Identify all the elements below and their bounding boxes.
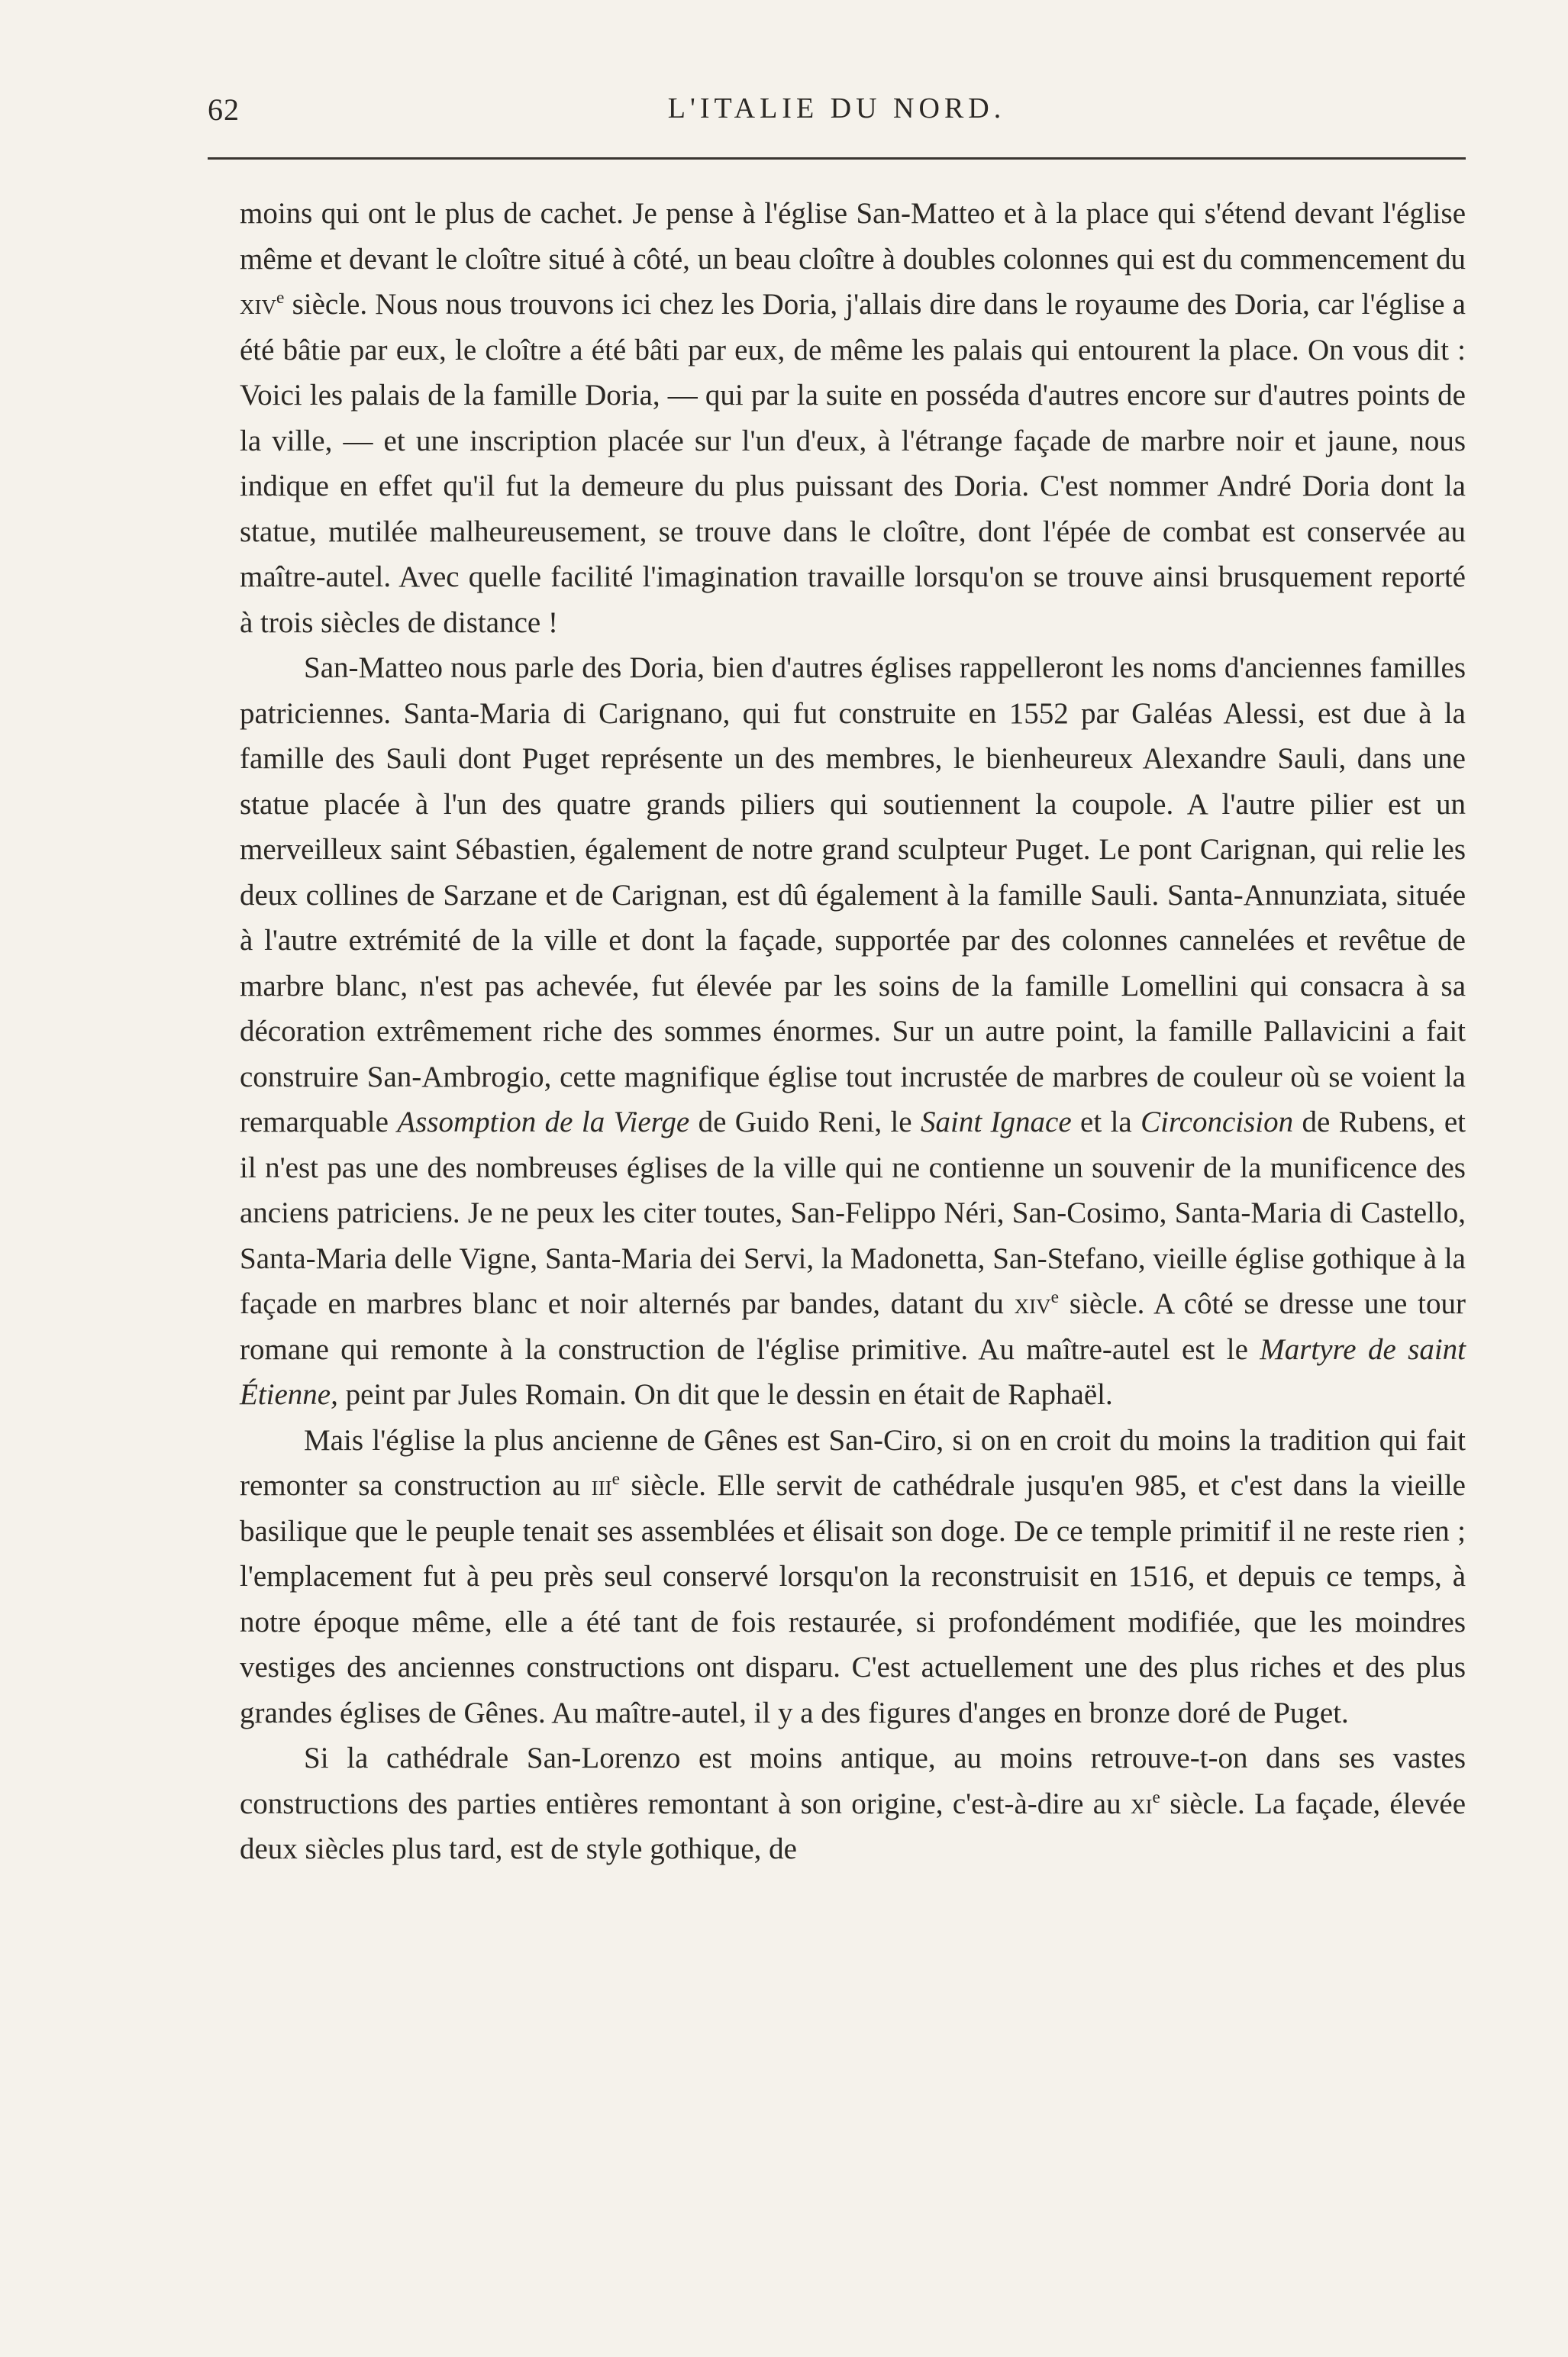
text-run: moins qui ont le plus de cachet. Je pense à l'église San-Matteo et à la place qui s'étend devant l'église même et devant le cloître situé à côté, un beau cloître à doubles colonnes qui est du commencement du xyxy=(240,197,1466,276)
paragraph xyxy=(240,1418,1466,1736)
text-run: de Rubens, et il n'est pas une des nombreuses églises de la ville qui ne contienne un souvenir de la munificence des anciens patriciens. Je ne peux les citer toutes, San-Felippo Néri, San-Cosimo, Santa-Maria di Castello, Santa-Maria delle Vigne, Santa-Maria dei Servi, la Madonetta, San-Stefano, vieille église gothique à la façade en marbres blanc et noir alternés par bandes, datant du xyxy=(240,1106,1466,1320)
paragraph xyxy=(240,191,1466,645)
italic-title: Assomption de la Vierge xyxy=(397,1106,690,1138)
superscript: e xyxy=(276,288,285,308)
text-run: xi xyxy=(1130,1787,1153,1820)
body-text xyxy=(240,191,1466,1872)
text-run: siècle. Nous nous trouvons ici chez les Doria, j'allais dire dans le royaume des Doria, car l'église a été bâtie par eux, le cloître a été bâti par eux, de même les palais qui entourent la place. On vous dit : Voici les palais de la famille Doria, — qui par la suite en posséda d'autres encore sur d'autres points de la ville, — et une inscription placée sur l'un d'eux, à l'étrange façade de marbre noir et jaune, nous indique en effet qu'il fut la demeure du plus puissant des Doria. C'est nommer André Doria dont la statue, mutilée malheureusement, se trouve dans le cloître, dont l'épée de combat est conservée au maître-autel. Avec quelle facilité l'imagination travaille lorsqu'on se trouve ainsi brusquement reporté à trois siècles de distance ! xyxy=(240,288,1466,639)
text-run: de Guido Reni, le xyxy=(689,1106,921,1138)
header-rule xyxy=(208,157,1466,160)
text-run: iii xyxy=(591,1469,612,1502)
text-run: San-Matteo nous parle des Doria, bien d'autres églises rappelleront les noms d'anciennes familles patriciennes. Santa-Maria di Carignano, qui fut construite en 1552 par Galéas Alessi, est due à la famille des Sauli dont Puget représente un des membres, le bienheureux Alexandre Sauli, dans une statue placée à l'un des quatre grands piliers qui soutiennent la coupole. A l'autre pilier est un merveilleux saint Sébastien, également de notre grand sculpteur Puget. Le pont Carignan, qui relie les deux collines de Sarzane et de Carignan, est dû également à la famille Sauli. Santa-Annunziata, située à l'autre extrémité de la ville et dont la façade, supportée par des colonnes cannelées et revêtue de marbre blanc, n'est pas achevée, fut élevée par les soins de la famille Lomellini qui consacra à sa décoration extrêmement riche des sommes énormes. Sur un autre point, la famille Pallavicini a fait construire San-Ambrogio, cette magnifique église tout incrustée de marbres de couleur où se voient la remarquable xyxy=(240,651,1466,1138)
text-run: Si la cathédrale San-Lorenzo est moins antique, au moins retrouve-t-on dans ses vastes constructions des parties entières remontant à son origine, c'est-à-dire au xyxy=(240,1742,1466,1820)
paragraph xyxy=(240,645,1466,1418)
text-run: siècle. A côté se dresse une tour romane qui remonte à la construction de l'église primitive. Au maître-autel est le xyxy=(240,1287,1466,1366)
paragraph xyxy=(240,1735,1466,1872)
italic-title: Circoncision xyxy=(1141,1106,1294,1138)
text-run: peint par Jules Romain. On dit que le dessin en était de Raphaël. xyxy=(337,1378,1113,1411)
superscript: e xyxy=(1050,1287,1060,1307)
text-run: xiv xyxy=(1014,1287,1051,1320)
page-header xyxy=(208,92,1466,137)
page-number: 62 xyxy=(208,92,240,127)
italic-title: Saint Ignace xyxy=(920,1106,1072,1138)
superscript: e xyxy=(611,1469,621,1489)
text-run: xiv xyxy=(240,288,276,321)
text-run: siècle. La façade, élevée deux siècles plus tard, est de style gothique, de xyxy=(240,1787,1466,1865)
text-run: et la xyxy=(1071,1106,1141,1138)
running-title: L'ITALIE DU NORD. xyxy=(667,92,1006,124)
text-run: siècle. Elle servit de cathédrale jusqu'en 985, et c'est dans la vieille basilique que le peuple tenait ses assemblées et élisait son doge. De ce temple primitif il ne reste rien ; l'emplacement fut à peu près seul conservé lorsqu'on la reconstruisit en 1516, et depuis ce temps, à notre époque même, elle a été tant de fois restaurée, si profondément modifiée, que les moindres vestiges des anciennes constructions ont disparu. C'est actuellement une des plus riches et des plus grandes églises de Gênes. Au maître-autel, il y a des figures d'anges en bronze doré de Puget. xyxy=(240,1469,1466,1729)
text-run: Mais l'église la plus ancienne de Gênes est San-Ciro, si on en croit du moins la tradition qui fait remonter sa construction au xyxy=(240,1423,1466,1502)
superscript: e xyxy=(1152,1787,1160,1807)
italic-title: Martyre de saint Étienne, xyxy=(240,1332,1466,1411)
